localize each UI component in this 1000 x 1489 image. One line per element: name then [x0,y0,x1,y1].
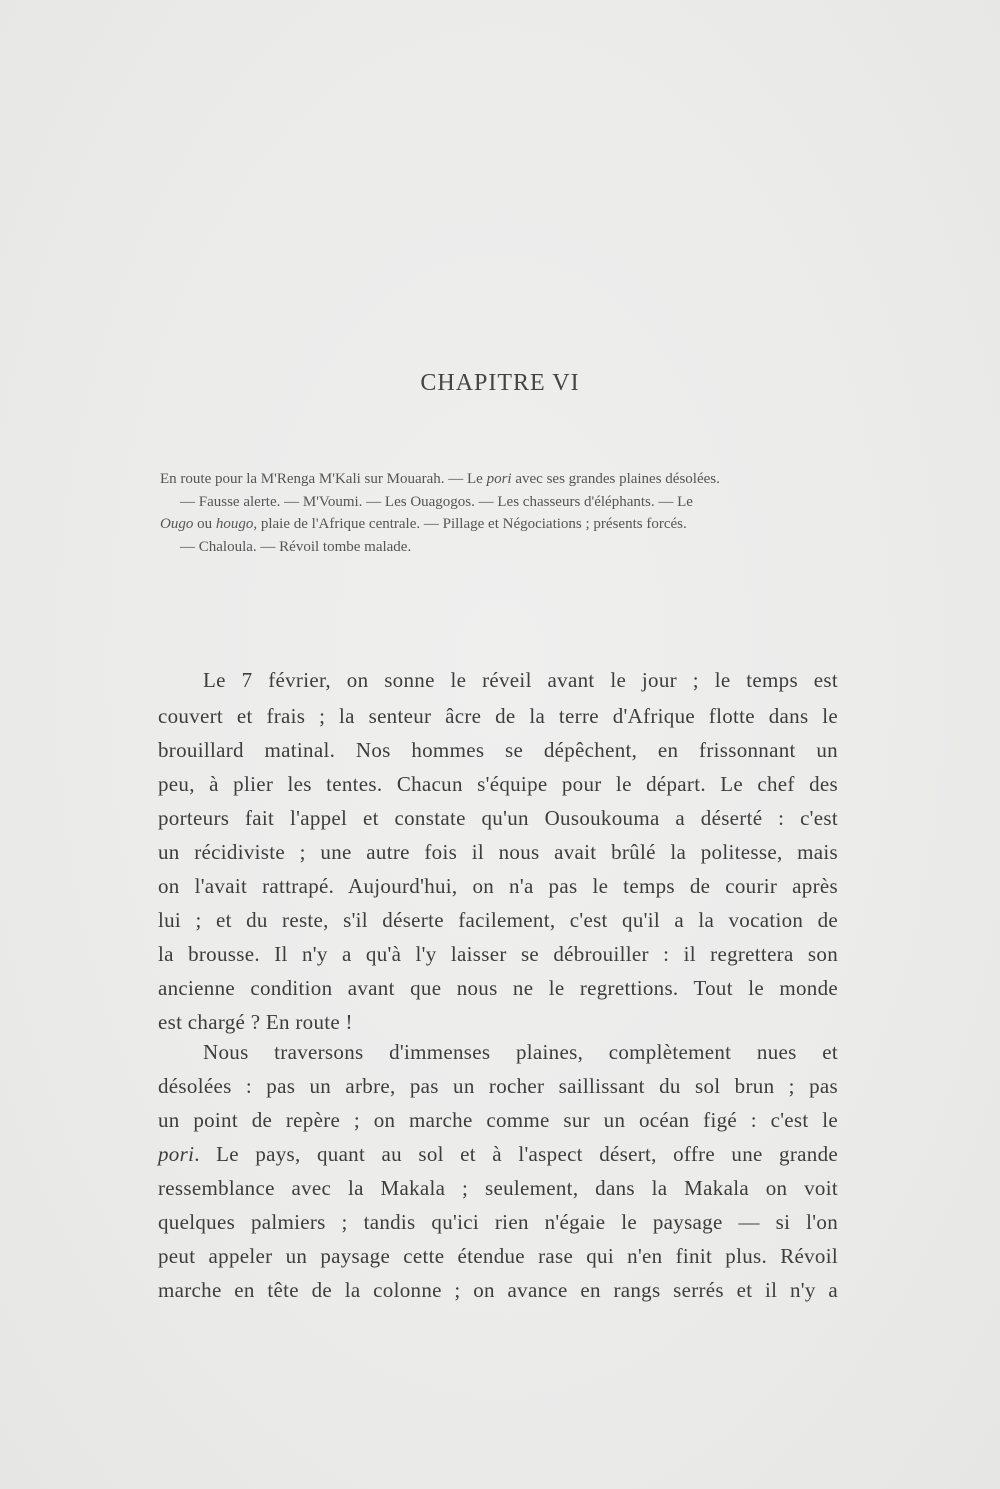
paragraph-line: ressemblance avec la Makala ; seulement, dans la Makala on voit [158,1176,838,1200]
summary-text: — Fausse alerte. — M'Voumi. — Les Ouagogos. — Les chasseurs d'éléphants. — Le [180,493,693,510]
summary-text: — Chaloula. — Révoil tombe malade. [180,538,412,555]
summary-line [160,536,840,559]
paragraph-line: porteurs fait l'appel et constate qu'un Ousoukouma a déserté : c'est [158,806,838,830]
paragraph-line: un point de repère ; on marche comme sur un océan figé : c'est le [158,1108,838,1132]
summary-line [160,468,840,491]
paragraph-line: on l'avait rattrapé. Aujourd'hui, on n'a pas le temps de courir après [158,874,838,898]
paragraph-line: la brousse. Il n'y a qu'à l'y laisser se débrouiller : il regrettera son [158,942,838,966]
summary-italic-term: Ougo [160,516,194,532]
summary-line [160,491,840,514]
chapter-title: CHAPITRE VI [420,370,580,396]
summary-text: avec ses grandes plaines désolées. [511,471,720,487]
paragraph-line: peu, à plier les tentes. Chacun s'équipe pour le départ. Le chef des [158,772,838,796]
italic-term: pori [158,1142,195,1166]
paragraph-line: désolées : pas un arbre, pas un rocher saillissant du sol brun ; pas [158,1074,838,1098]
line-rest: . Le pays, quant au sol et à l'aspect désert, offre une grande [194,1142,838,1166]
paragraph-line: lui ; et du reste, s'il déserte facilement, c'est qu'il a la vocation de [158,908,838,932]
paragraph-line: ancienne condition avant que nous ne le regrettions. Tout le monde [158,976,838,1000]
paragraph-line: est chargé ? En route ! [158,1010,353,1034]
summary-text: ou [193,516,216,532]
summary-italic-term: hougo [215,516,254,532]
paragraph-line: un récidiviste ; une autre fois il nous avait brûlé la politesse, mais [158,840,838,864]
summary-italic-term: pori [486,471,512,487]
paragraph-line: quelques palmiers ; tandis qu'ici rien n'égaie le paysage — si l'on [158,1210,838,1234]
summary-text: , plaie de l'Afrique centrale. — Pillage et Négociations ; présents forcés. [253,516,687,532]
paragraph-line [158,1142,838,1167]
paragraph-line: Le 7 février, on sonne le réveil avant le jour ; le temps est [203,668,838,692]
summary-text: En route pour la M'Renga M'Kali sur Mouarah. — Le [160,471,487,487]
paragraph-line: peut appeler un paysage cette étendue rase qui n'en finit plus. Révoil [158,1244,838,1268]
paragraph-line: marche en tête de la colonne ; on avance en rangs serrés et il n'y a [158,1278,838,1302]
paragraph-line: brouillard matinal. Nos hommes se dépêchent, en frissonnant un [158,738,838,762]
paragraph-line: couvert et frais ; la senteur âcre de la terre d'Afrique flotte dans le [158,704,838,728]
summary-line [160,513,840,536]
chapter-summary [160,468,840,558]
paragraph-line: Nous traversons d'immenses plaines, complètement nues et [203,1040,838,1064]
